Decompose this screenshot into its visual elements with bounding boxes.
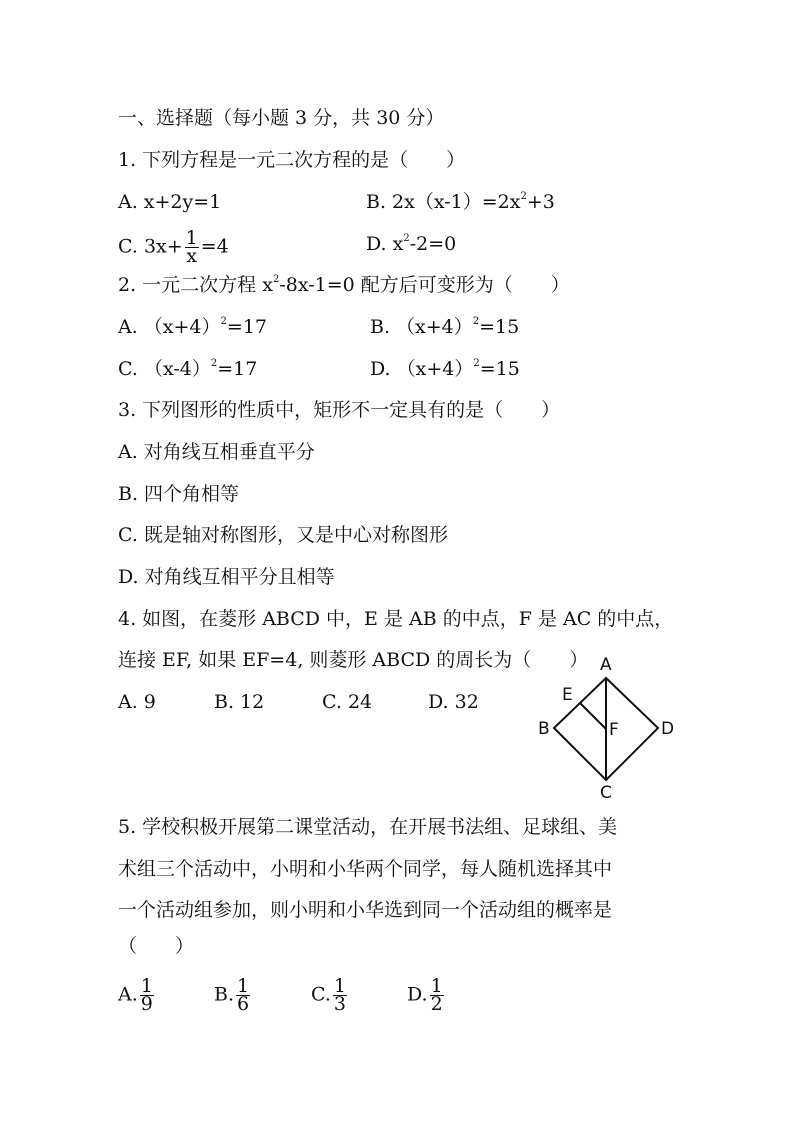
q2-option-d-main: D. （x+4） (370, 358, 474, 380)
q1-option-b-exponent: 2 (520, 191, 527, 202)
q5-option-c-fraction (333, 975, 347, 1015)
fraction-numerator: 1 (333, 975, 346, 997)
section-title: 一、选择题（每小题 3 分，共 30 分） (118, 107, 445, 129)
q1-option-c-pre: C. 3x+ (118, 235, 183, 258)
q2-stem-pre: 2. 一元二次方程 x (118, 274, 273, 296)
fraction-denominator: 2 (430, 993, 443, 1015)
q2-option-d (370, 357, 520, 381)
q2-option-c-exponent: 2 (210, 358, 218, 369)
fraction-numerator: 1 (185, 227, 198, 249)
q1-option-a: A. x+2y=1 (118, 191, 222, 213)
q2-option-d-tail: =15 (479, 358, 520, 380)
q5-stem-line-3: 一个活动组参加，则小明和小华选到同一个活动组的概率是 (118, 899, 613, 921)
q5-option-a-fraction (140, 975, 154, 1015)
q2-option-a-exponent: 2 (220, 316, 227, 327)
q5-option-d-fraction (430, 975, 444, 1015)
q5-option-d-label: D. (407, 983, 428, 1006)
q3-option-c: C. 既是轴对称图形，又是中心对称图形 (118, 524, 448, 546)
q5-option-a (118, 975, 156, 1015)
label-d: D (661, 719, 675, 739)
q2-option-c-tail: =17 (217, 358, 258, 380)
q4-option-a: A. 9 (118, 691, 156, 713)
q2-stem-tail: -8x-1=0 配方后可变形为（ ） (279, 274, 570, 296)
q2-option-b-main: B. （x+4） (370, 316, 473, 338)
q2-option-d-exponent: 2 (473, 358, 480, 369)
q5-option-b-label: B. (214, 983, 235, 1006)
q2-option-a-tail: =17 (226, 316, 268, 338)
q2-option-c-main: C. （x-4） (118, 358, 211, 380)
q5-stem-line-1: 5. 学校积极开展第二课堂活动，在开展书法组、足球组、美 (118, 816, 618, 838)
q1-stem: 1. 下列方程是一元二次方程的是（ ） (118, 149, 466, 171)
label-a: A (600, 655, 612, 675)
q2-option-b-exponent: 2 (472, 316, 480, 327)
q4-stem-line-2: 连接 EF, 如果 EF=4, 则菱形 ABCD 的周长为（ ） (118, 649, 589, 671)
q3-option-a: A. 对角线互相垂直平分 (118, 441, 315, 463)
q3-option-d: D. 对角线互相平分且相等 (118, 566, 335, 588)
fraction-denominator: x (186, 245, 198, 267)
q1-option-b-main: B. 2x（x-1）=2x (366, 191, 521, 213)
q5-stem-line-4: （ ） (118, 935, 195, 957)
q1-option-c-tail: =4 (200, 235, 229, 258)
q1-option-d-tail: -2=0 (409, 233, 457, 255)
label-c: C (600, 783, 612, 803)
q1-option-c (118, 227, 229, 267)
q3-stem: 3. 下列图形的性质中，矩形不一定具有的是（ ） (118, 399, 561, 421)
q5-option-a-label: A. (118, 983, 138, 1006)
q1-option-d (366, 232, 456, 256)
segment-ef (580, 703, 606, 729)
rhombus-figure (530, 650, 690, 810)
q4-option-c: C. 24 (322, 691, 373, 713)
q1-option-d-exponent: 2 (403, 233, 410, 244)
q5-option-b-fraction (236, 975, 250, 1015)
fraction-numerator: 1 (430, 975, 443, 997)
q2-option-a-main: A. （x+4） (118, 316, 221, 338)
q1-option-c-fraction (185, 227, 199, 267)
fraction-denominator: 6 (237, 993, 250, 1015)
q2-option-b-tail: =15 (479, 316, 520, 338)
label-f: F (609, 720, 619, 740)
q1-option-d-main: D. x (366, 233, 404, 255)
q2-option-c (118, 357, 257, 381)
q5-option-c (311, 975, 349, 1015)
q1-option-b-tail: +3 (526, 191, 555, 213)
label-e: E (562, 685, 573, 705)
q2-stem-exponent: 2 (272, 274, 280, 285)
fraction-denominator: 3 (333, 993, 346, 1015)
q2-option-a (118, 315, 267, 339)
q5-option-b (214, 975, 252, 1015)
fraction-numerator: 1 (140, 975, 153, 997)
q3-option-b: B. 四个角相等 (118, 483, 240, 505)
q2-stem (118, 273, 570, 297)
q5-stem-line-2: 术组三个活动中，小明和小华两个同学，每人随机选择其中 (118, 858, 613, 880)
q5-option-c-label: C. (311, 983, 331, 1006)
q1-option-b (366, 190, 555, 214)
fraction-denominator: 9 (140, 993, 153, 1015)
q5-option-d (407, 975, 446, 1015)
q2-option-b (370, 315, 519, 339)
q4-option-d: D. 32 (428, 691, 479, 713)
q4-option-b: B. 12 (214, 691, 265, 713)
q4-stem-line-1: 4. 如图，在菱形 ABCD 中，E 是 AB 的中点，F 是 AC 的中点， (118, 608, 674, 630)
fraction-numerator: 1 (237, 975, 250, 997)
label-b: B (538, 719, 550, 739)
